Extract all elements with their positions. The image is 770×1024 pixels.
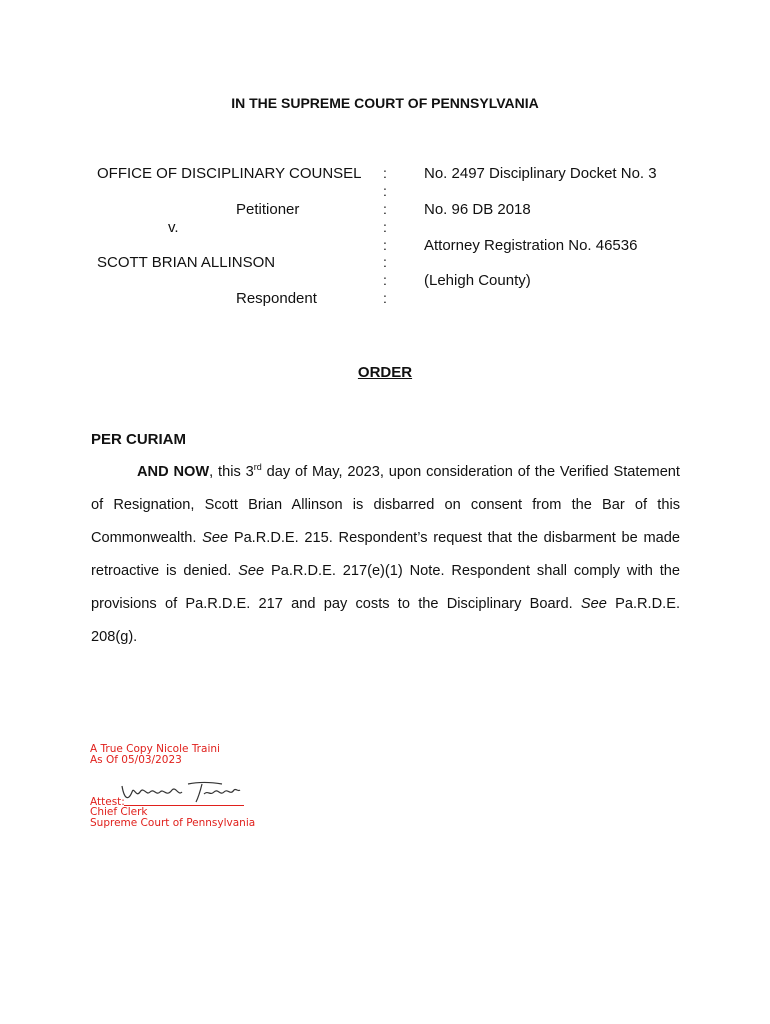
court-heading: IN THE SUPREME COURT OF PENNSYLVANIA [231,95,539,111]
county: (Lehigh County) [424,272,531,289]
db-number: No. 96 DB 2018 [424,201,531,218]
docket-number: No. 2497 Disciplinary Docket No. 3 [424,165,657,182]
body-line-2: of Resignation, Scott Brian Allinson is disbarred on consent from the Bar of this [91,497,680,513]
chief-clerk-title: Chief Clerk [90,806,148,818]
versus: v. [168,219,179,236]
per-curiam: PER CURIAM [91,431,187,448]
petitioner-role: Petitioner [236,201,300,218]
as-of-date: As Of 05/03/2023 [90,754,182,766]
order-title: ORDER [357,364,413,381]
body-line-5: provisions of Pa.R.D.E. 217 and pay costs to the Disciplinary Board. See Pa.R.D.E. [91,596,680,612]
signature-image [118,778,248,808]
court-name-stamp: Supreme Court of Pennsylvania [90,817,256,829]
respondent-name: SCOTT BRIAN ALLINSON [97,254,276,271]
true-copy-line: A True Copy Nicole Traini [90,743,220,755]
body-line-1: AND NOW, this 3rd day of May, 2023, upon consideration of the Verified Statement [137,462,680,480]
order-body [91,456,680,654]
true-copy-stamp [90,744,220,766]
body-line-4: retroactive is denied. See Pa.R.D.E. 217(e)(1) Note. Respondent shall comply with the [91,563,681,579]
attorney-registration: Attorney Registration No. 46536 [424,237,638,254]
body-line-3: Commonwealth. See Pa.R.D.E. 215. Respondent’s request that the disbarment be made [91,530,680,546]
respondent-role: Respondent [236,290,317,307]
attest-label: Attest: [90,796,125,808]
petitioner-name: OFFICE OF DISCIPLINARY COUNSEL [97,165,362,182]
body-line-6: 208(g). [91,629,138,645]
